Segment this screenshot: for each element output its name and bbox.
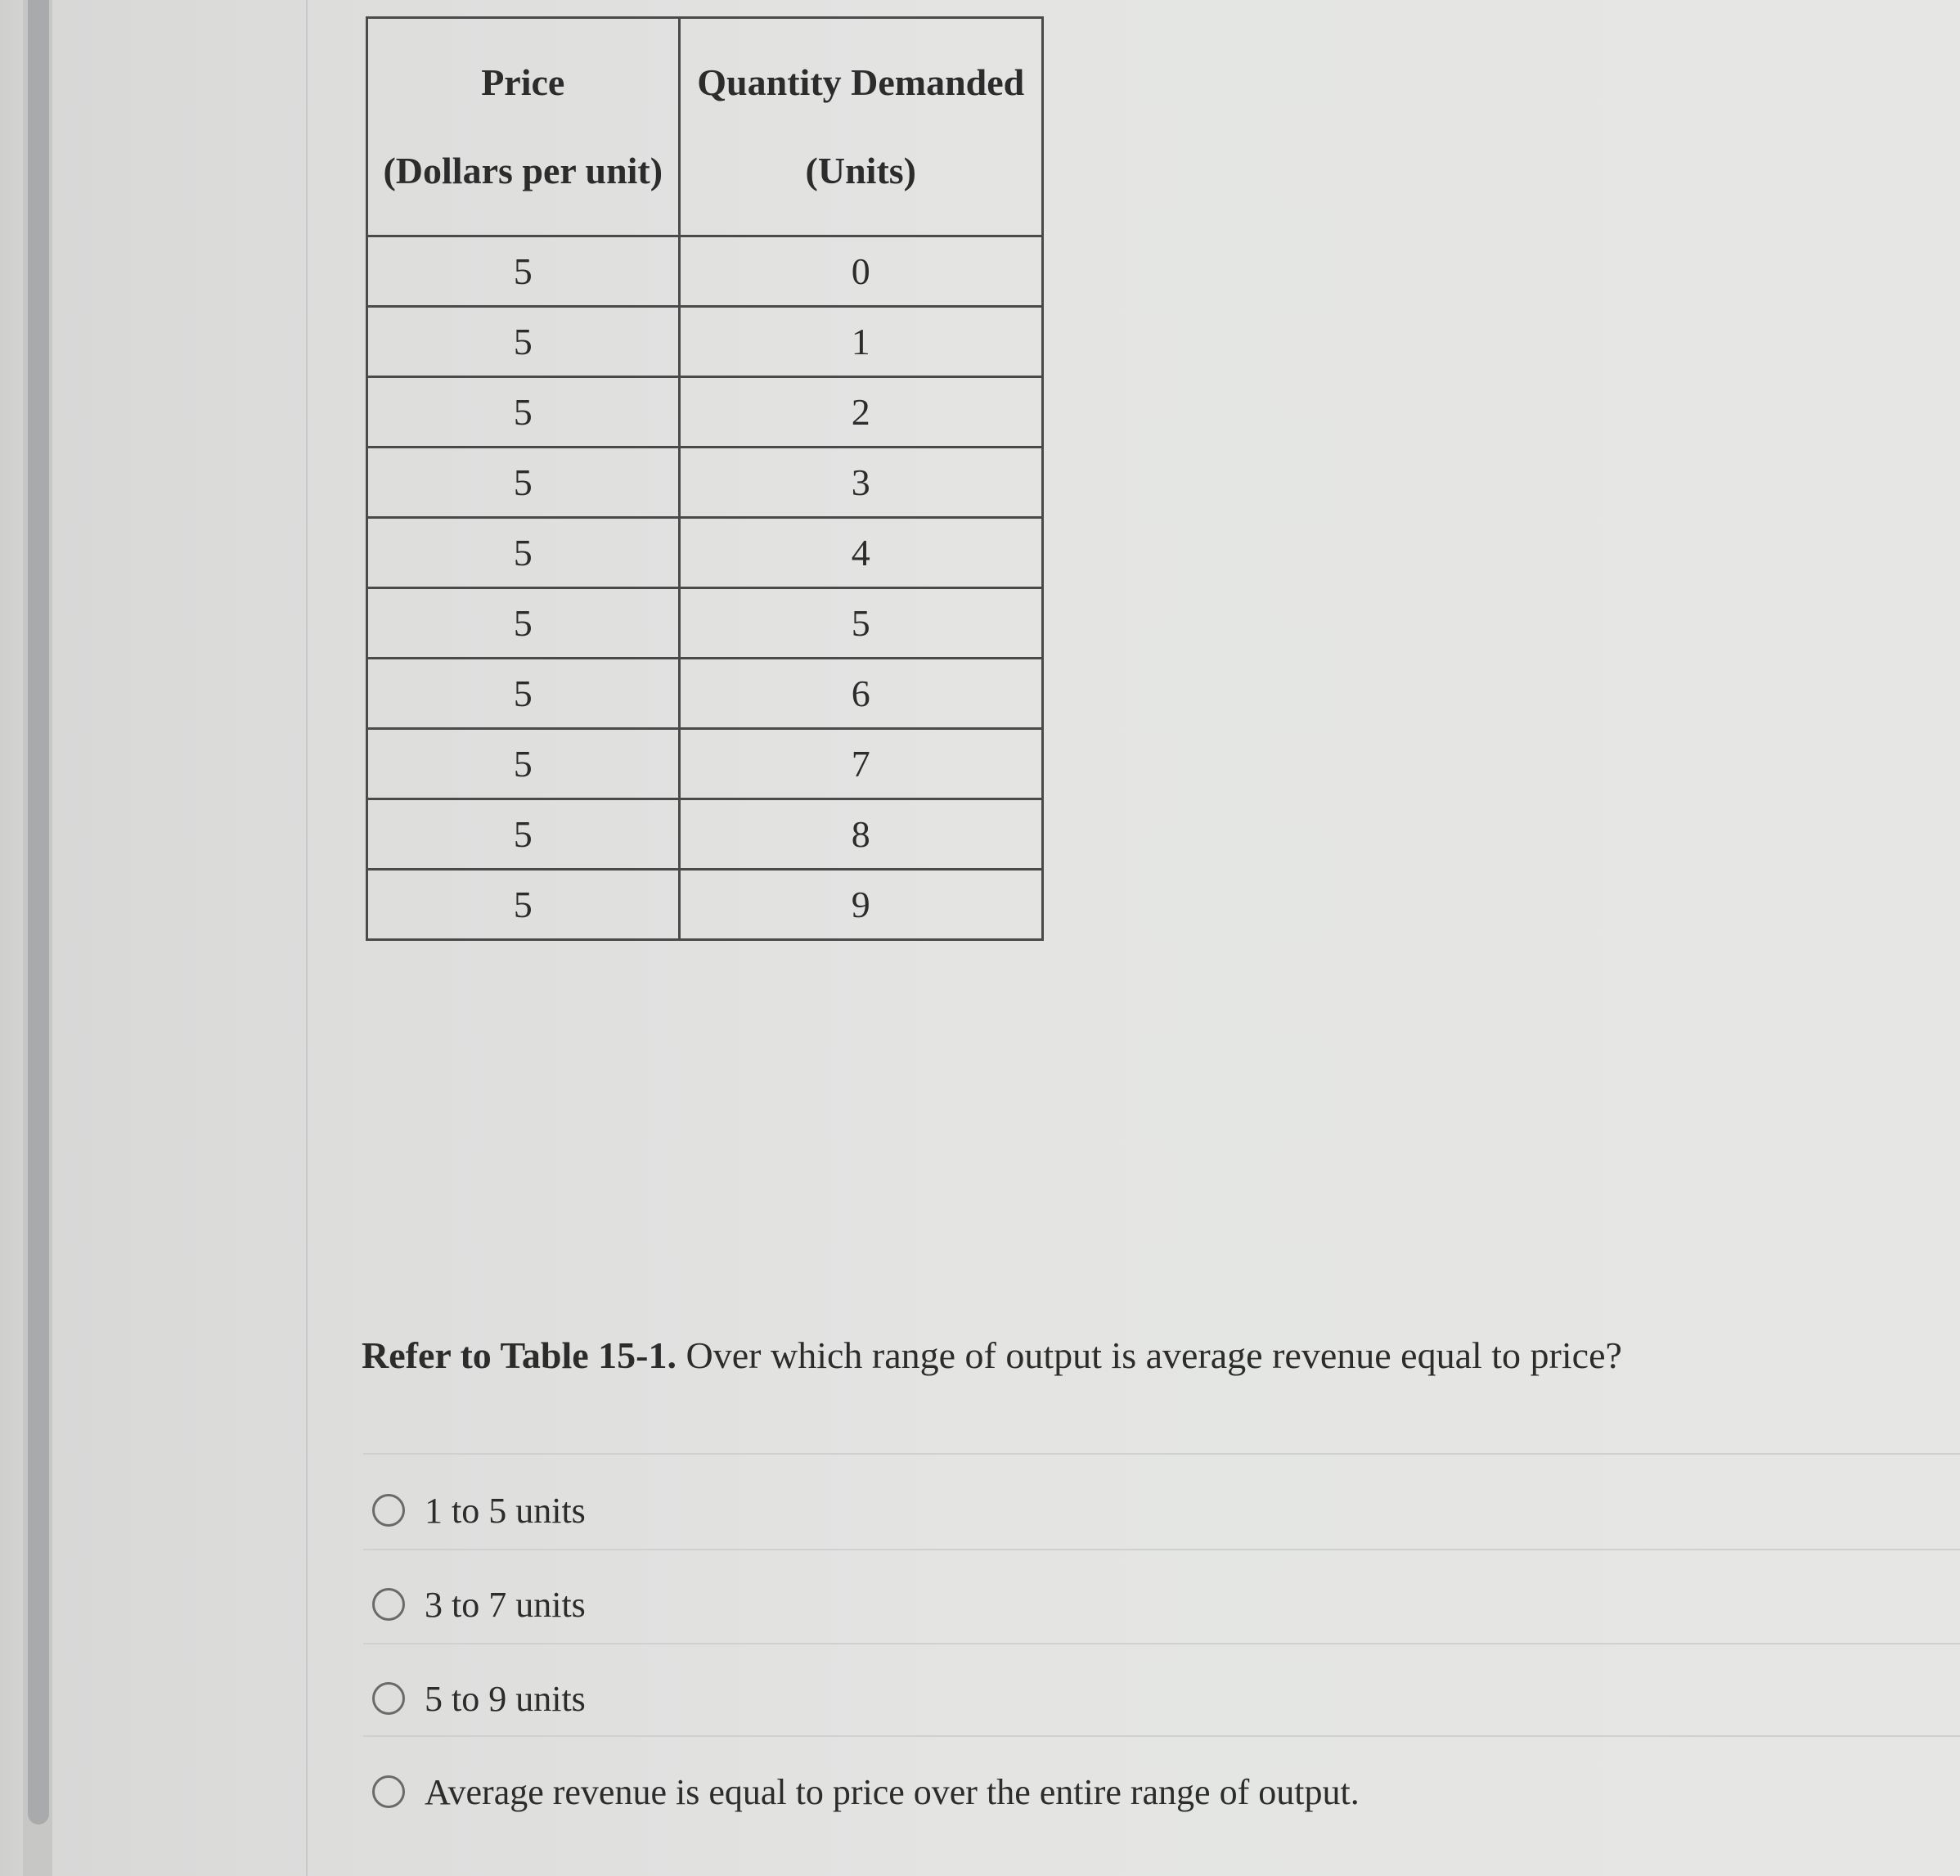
quantity-header bbox=[679, 18, 1042, 236]
price-cell: 5 bbox=[367, 307, 680, 377]
table-header-row bbox=[367, 18, 1043, 236]
content-divider bbox=[306, 0, 308, 1876]
radio-button-icon[interactable] bbox=[372, 1588, 405, 1621]
table-row bbox=[367, 307, 1043, 377]
price-header-unit: (Dollars per unit) bbox=[383, 150, 663, 191]
quantity-cell: 1 bbox=[679, 307, 1042, 377]
option-divider bbox=[363, 1735, 1960, 1737]
answer-option-label: 3 to 7 units bbox=[425, 1584, 586, 1625]
answer-option-label: 5 to 9 units bbox=[425, 1678, 586, 1719]
table-row bbox=[367, 377, 1043, 448]
price-cell: 5 bbox=[367, 377, 680, 448]
price-header-title: Price bbox=[481, 61, 565, 103]
table-row bbox=[367, 236, 1043, 307]
radio-button-icon[interactable] bbox=[372, 1775, 405, 1808]
quantity-cell: 8 bbox=[679, 799, 1042, 870]
option-divider bbox=[363, 1549, 1960, 1550]
price-cell: 5 bbox=[367, 799, 680, 870]
table-row bbox=[367, 729, 1043, 799]
quantity-cell: 6 bbox=[679, 659, 1042, 729]
radio-button-icon[interactable] bbox=[372, 1682, 405, 1715]
table-row bbox=[367, 448, 1043, 518]
price-cell: 5 bbox=[367, 518, 680, 588]
price-cell: 5 bbox=[367, 659, 680, 729]
price-cell: 5 bbox=[367, 588, 680, 659]
radio-button-icon[interactable] bbox=[372, 1494, 405, 1527]
demand-table bbox=[366, 16, 1044, 941]
answer-option-3[interactable] bbox=[372, 1666, 1960, 1731]
option-divider bbox=[363, 1643, 1960, 1644]
price-header bbox=[367, 18, 680, 236]
price-cell: 5 bbox=[367, 870, 680, 940]
answer-option-label: 1 to 5 units bbox=[425, 1490, 586, 1531]
quantity-cell: 2 bbox=[679, 377, 1042, 448]
price-cell: 5 bbox=[367, 729, 680, 799]
question-reference: Refer to Table 15-1. bbox=[362, 1334, 677, 1376]
table-row bbox=[367, 870, 1043, 940]
quantity-cell: 5 bbox=[679, 588, 1042, 659]
quantity-cell: 3 bbox=[679, 448, 1042, 518]
quantity-header-unit: (Units) bbox=[805, 150, 916, 191]
quantity-header-title: Quantity Demanded bbox=[697, 61, 1025, 103]
table-row bbox=[367, 518, 1043, 588]
answer-option-4[interactable] bbox=[372, 1759, 1960, 1824]
question-body: Over which range of output is average revenue equal to price? bbox=[677, 1334, 1622, 1376]
quantity-cell: 9 bbox=[679, 870, 1042, 940]
table-row bbox=[367, 799, 1043, 870]
answer-option-label: Average revenue is equal to price over the entire range of output. bbox=[425, 1771, 1360, 1812]
question-divider bbox=[363, 1453, 1960, 1455]
question-text bbox=[362, 1334, 1622, 1377]
quantity-cell: 7 bbox=[679, 729, 1042, 799]
price-cell: 5 bbox=[367, 236, 680, 307]
table-row bbox=[367, 588, 1043, 659]
price-cell: 5 bbox=[367, 448, 680, 518]
table-row bbox=[367, 659, 1043, 729]
quantity-cell: 4 bbox=[679, 518, 1042, 588]
quantity-cell: 0 bbox=[679, 236, 1042, 307]
scrollbar-thumb[interactable] bbox=[28, 0, 49, 1824]
answer-option-1[interactable] bbox=[372, 1478, 1960, 1543]
answer-option-2[interactable] bbox=[372, 1572, 1960, 1637]
